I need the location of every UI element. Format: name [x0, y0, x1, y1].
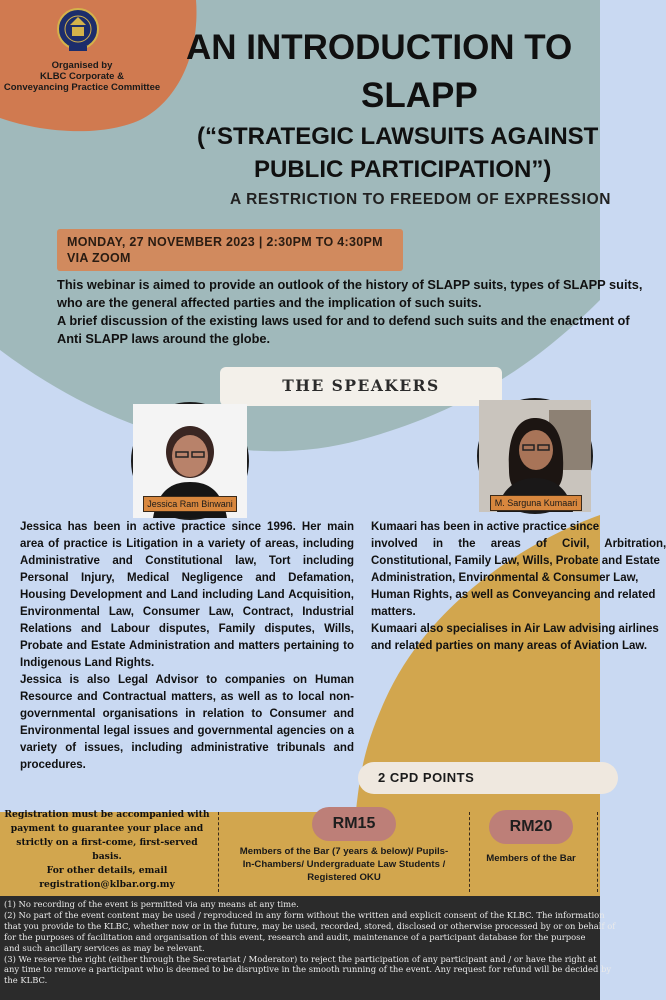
bio-line: Constitutional, Family Law, Wills, Probate and Estate	[371, 555, 660, 567]
bio-line: matters.	[371, 606, 416, 618]
venue-line: VIA ZOOM	[67, 251, 131, 265]
description-line: who are the general affected parties and the implication of such suits.	[57, 295, 482, 310]
klbc-logo-icon	[55, 4, 101, 54]
bio-line: and related parties on many areas of Aviation Law.	[371, 640, 648, 652]
fee-description-rm20	[472, 852, 590, 865]
organiser-text	[2, 60, 162, 93]
bio-line: involved in the areas of Civil, Arbitration,	[371, 538, 666, 550]
terms-line: and such ancillary services as may be relevant.	[4, 942, 205, 953]
terms-line: that you provide to the KLBC, whether now or in the future, may be used, recorded, stored, disclosed or otherwise processed by or on behalf of	[4, 920, 616, 931]
organiser-line: Conveyancing Practice Committee	[3, 82, 161, 93]
title-line-4: PUBLIC PARTICIPATION”)	[254, 156, 552, 183]
terms-line: the KLBC.	[4, 975, 48, 986]
bio-line: Human Rights, as well as Conveyancing and related	[371, 589, 656, 601]
fee-desc-line: In-Chambers/ Undergraduate Law Students /	[242, 859, 446, 870]
date-text	[67, 234, 407, 266]
terms-line: any time to remove a participant who is deemed to be disruptive in the smooth running of the event. Any request for refund will be decided by	[4, 964, 612, 975]
bio-line: Kumaari also specialises in Air Law advising airlines	[371, 623, 659, 635]
speaker-1-bio	[20, 519, 354, 774]
terms-line: for the purposes of facilitation and organisation of this event, research and audit, maintenance of a participant database for the purpose	[4, 931, 586, 942]
registration-line: Registration must be accompanied with	[4, 809, 210, 820]
description-line: A brief discussion of the existing laws used for and to defend such suits and the enactment of	[57, 313, 630, 328]
bio-paragraph: Jessica is also Legal Advisor to companies on Human Resource and Contractual matters, as well as to local non-governmental organisations in relation to Consumer and Environmental legal issues and governmental agencies on a variety of issues, including administrative tribunals and procedures.	[20, 674, 354, 771]
title-line-1: AN INTRODUCTION TO	[186, 28, 573, 67]
registration-line: payment to guarantee your place and	[10, 823, 204, 834]
description-line: Anti SLAPP laws around the globe.	[57, 331, 271, 346]
fee-desc-line: Members of the Bar (7 years & below)/ Pupils-	[239, 846, 449, 857]
bio-line: Kumaari has been in active practice since	[371, 521, 600, 533]
fee-description-rm15	[220, 845, 468, 884]
subtitle: A RESTRICTION TO FREEDOM OF EXPRESSION	[230, 191, 612, 208]
title-line-2: SLAPP	[361, 76, 478, 115]
fee-badge-rm15: RM15	[312, 807, 396, 841]
description-line: This webinar is aimed to provide an outlook of the history of SLAPP suits, types of SLAPP suits,	[57, 277, 643, 292]
terms-line: (1) No recording of the event is permitted via any means at any time.	[4, 899, 299, 909]
speaker-2-bio	[371, 519, 666, 655]
speakers-heading: THE SPEAKERS	[282, 376, 440, 395]
registration-email: registration@klbar.org.my	[39, 879, 175, 890]
terms-line: (2) No part of the event content may be used / reproduced in any form without the written and explicit consent of the KLBC. The information	[4, 909, 605, 920]
divider	[597, 812, 598, 892]
title-line-3: (“STRATEGIC LAWSUITS AGAINST	[197, 123, 599, 150]
registration-info	[0, 808, 214, 892]
cpd-points: 2 CPD POINTS	[378, 770, 475, 785]
fee-desc-line: Members of the Bar	[486, 853, 576, 864]
registration-line: For other details, email	[46, 865, 168, 876]
organiser-line: Organised by	[51, 60, 113, 71]
footer-terms	[4, 899, 644, 986]
fee-badge-rm20: RM20	[489, 810, 573, 844]
bio-paragraph: Jessica has been in active practice since 1996. Her main area of practice is Litigation in a variety of areas, including Administrative and Constitutional law, Tort including Personal Injury, Medical Negligence and Defamation, Housing Development and Land including Land Acquisition, Environmental Law, Consumer Law, Contract, Industrial Relations and Labour disputes, Family disputes, Wills, Probate and Estate Administration and matters pertaining to Indigenous Land Rights.	[20, 521, 354, 669]
speaker-1-name: Jessica Ram Binwani	[143, 496, 237, 512]
bio-line: Administration, Environmental & Consumer Law,	[371, 572, 639, 584]
divider	[218, 812, 219, 892]
organiser-line: KLBC Corporate &	[40, 71, 124, 82]
webinar-description	[57, 276, 643, 348]
date-line: MONDAY, 27 NOVEMBER 2023 | 2:30PM TO 4:30PM	[67, 235, 383, 249]
speaker-2-name: M. Sarguna Kumaari	[490, 495, 582, 511]
fee-desc-line: Registered OKU	[307, 872, 381, 883]
terms-line: (3) We reserve the right (either through the Secretariat / Moderator) to reject the participation of any participant and / or have the right at	[4, 953, 597, 964]
registration-line: strictly on a first-come, first-served basis.	[16, 837, 198, 862]
divider	[469, 812, 470, 892]
